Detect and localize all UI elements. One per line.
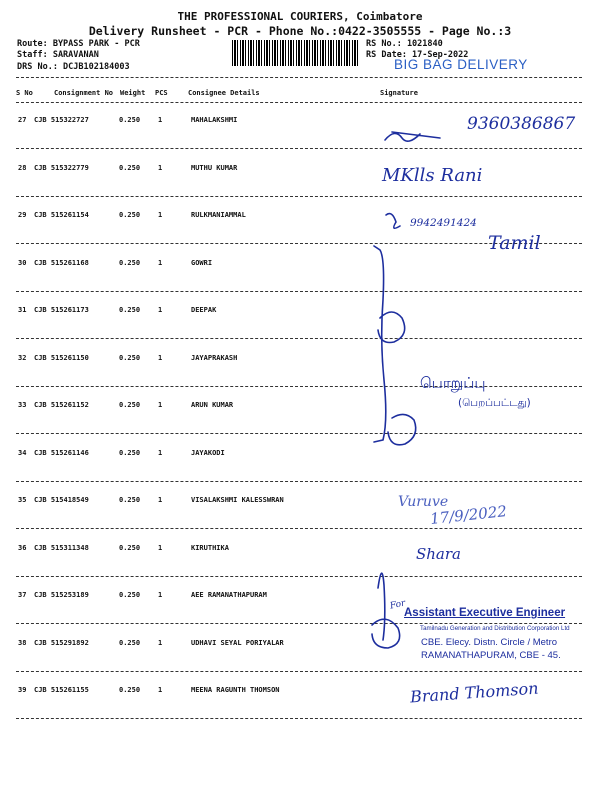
row-weight: 0.250 bbox=[119, 401, 141, 409]
signature-row-27: 9360386867 bbox=[467, 114, 576, 134]
ink-mark bbox=[386, 214, 400, 229]
row-consignee: JAYAKODI bbox=[191, 449, 225, 457]
signature-row-39: Brand Thomson bbox=[409, 678, 540, 707]
row-consignment-no: CJB 515418549 bbox=[34, 496, 89, 504]
row-consignee: AEE RAMANATHAPURAM bbox=[191, 591, 267, 599]
row-consignee: MEENA RAGUNTH THOMSON bbox=[191, 686, 280, 694]
signature-row-29-name: Tamil bbox=[488, 232, 541, 254]
rs-no-label: RS No.: 1021840 bbox=[366, 39, 443, 49]
signature-row-35-date: 17/9/2022 bbox=[429, 502, 508, 528]
row-s-no: 36 bbox=[18, 544, 27, 552]
row-weight: 0.250 bbox=[119, 354, 141, 362]
row-pcs: 1 bbox=[158, 306, 163, 314]
row-consignee: UDHAVI SEYAL PORIYALAR bbox=[191, 639, 284, 647]
row-pcs: 1 bbox=[158, 401, 163, 409]
row-s-no: 27 bbox=[18, 116, 27, 124]
row-consignee: RULKMANIAMMAL bbox=[191, 211, 246, 219]
row-s-no: 33 bbox=[18, 401, 27, 409]
row-consignment-no: CJB 515322727 bbox=[34, 116, 89, 124]
column-header-consignment: Consignment No bbox=[54, 89, 114, 97]
signature-row-35-name: Vuruve bbox=[398, 494, 449, 510]
column-header-signature: Signature bbox=[380, 89, 418, 97]
drs-label: DRS No.: DCJB102184003 bbox=[17, 62, 130, 72]
row-weight: 0.250 bbox=[119, 544, 141, 552]
row-weight: 0.250 bbox=[119, 116, 141, 124]
row-weight: 0.250 bbox=[119, 211, 141, 219]
row-weight: 0.250 bbox=[119, 449, 141, 457]
row-s-no: 38 bbox=[18, 639, 27, 647]
row-weight: 0.250 bbox=[119, 686, 141, 694]
signature-row-29-phone: 9942491424 bbox=[410, 217, 477, 229]
row-consignee: JAYAPRAKASH bbox=[191, 354, 238, 362]
row-consignment-no: CJB 515261150 bbox=[34, 354, 89, 362]
row-pcs: 1 bbox=[158, 591, 163, 599]
rs-date-label: RS Date: 17-Sep-2022 bbox=[366, 50, 469, 60]
row-consignment-no: CJB 515261154 bbox=[34, 211, 89, 219]
row-pcs: 1 bbox=[158, 211, 163, 219]
page-title: THE PROFESSIONAL COURIERS, Coimbatore bbox=[177, 10, 423, 23]
ink-mark bbox=[374, 246, 386, 442]
official-seal-line2: Tamilnadu Generation and Distribution Corporation Ltd bbox=[420, 625, 570, 632]
row-pcs: 1 bbox=[158, 496, 163, 504]
row-weight: 0.250 bbox=[119, 164, 141, 172]
row-s-no: 32 bbox=[18, 354, 27, 362]
official-seal-line3: CBE. Elecy. Distn. Circle / Metro bbox=[421, 637, 558, 648]
row-pcs: 1 bbox=[158, 544, 163, 552]
row-pcs: 1 bbox=[158, 116, 163, 124]
ink-mark bbox=[385, 132, 440, 141]
row-consignment-no: CJB 515261173 bbox=[34, 306, 89, 314]
row-consignment-no: CJB 515261155 bbox=[34, 686, 89, 694]
page-subtitle: Delivery Runsheet - PCR - Phone No.:0422-3505555 - Page No.:3 bbox=[88, 24, 512, 38]
row-pcs: 1 bbox=[158, 354, 163, 362]
row-pcs: 1 bbox=[158, 259, 163, 267]
row-weight: 0.250 bbox=[119, 639, 141, 647]
signature-row-36: Shara bbox=[416, 545, 461, 563]
row-s-no: 29 bbox=[18, 211, 27, 219]
route-label: Route: BYPASS PARK - PCR bbox=[17, 39, 140, 49]
row-weight: 0.250 bbox=[119, 306, 141, 314]
row-pcs: 1 bbox=[158, 686, 163, 694]
column-header-pcs: PCS bbox=[155, 89, 168, 97]
row-consignee: MAHALAKSHMI bbox=[191, 116, 238, 124]
row-pcs: 1 bbox=[158, 449, 163, 457]
row-consignee: GOWRI bbox=[191, 259, 213, 267]
row-consignment-no: CJB 515253189 bbox=[34, 591, 89, 599]
row-weight: 0.250 bbox=[119, 591, 141, 599]
ink-mark bbox=[372, 573, 400, 648]
column-header-s-no: S No bbox=[16, 89, 33, 97]
row-consignment-no: CJB 515311348 bbox=[34, 544, 89, 552]
row-consignment-no: CJB 515322779 bbox=[34, 164, 89, 172]
row-consignment-no: CJB 515261146 bbox=[34, 449, 89, 457]
official-seal-line1: Assistant Executive Engineer bbox=[404, 607, 566, 619]
row-s-no: 28 bbox=[18, 164, 27, 172]
official-seal-line4: RAMANATHAPURAM, CBE - 45. bbox=[421, 650, 561, 661]
row-s-no: 31 bbox=[18, 306, 27, 314]
row-consignment-no: CJB 515291892 bbox=[34, 639, 89, 647]
row-s-no: 34 bbox=[18, 449, 27, 457]
signature-row-33-b: (பெறப்பட்டது) bbox=[458, 397, 531, 409]
row-consignee: VISALAKSHMI KALESSWRAN bbox=[191, 496, 284, 504]
row-s-no: 30 bbox=[18, 259, 27, 267]
row-weight: 0.250 bbox=[119, 496, 141, 504]
row-consignee: DEEPAK bbox=[191, 306, 217, 314]
row-consignee: ARUN KUMAR bbox=[191, 401, 234, 409]
row-pcs: 1 bbox=[158, 164, 163, 172]
row-weight: 0.250 bbox=[119, 259, 141, 267]
signature-row-33-a: பொறுப்பு bbox=[420, 374, 486, 392]
row-s-no: 39 bbox=[18, 686, 27, 694]
row-s-no: 37 bbox=[18, 591, 27, 599]
row-consignment-no: CJB 515261152 bbox=[34, 401, 89, 409]
row-consignment-no: CJB 515261168 bbox=[34, 259, 89, 267]
signature-row-37-for: For bbox=[389, 598, 407, 612]
row-s-no: 35 bbox=[18, 496, 27, 504]
signature-row-28: MKlls Rani bbox=[382, 165, 483, 186]
column-header-consignee: Consignee Details bbox=[188, 89, 260, 97]
ink-mark bbox=[388, 414, 416, 444]
row-pcs: 1 bbox=[158, 639, 163, 647]
column-header-weight: Weight bbox=[120, 89, 146, 97]
staff-label: Staff: SARAVANAN bbox=[17, 50, 99, 60]
row-consignee: MUTHU KUMAR bbox=[191, 164, 238, 172]
big-bag-stamp: BIG BAG DELIVERY bbox=[394, 57, 528, 72]
row-consignee: KIRUTHIKA bbox=[191, 544, 229, 552]
